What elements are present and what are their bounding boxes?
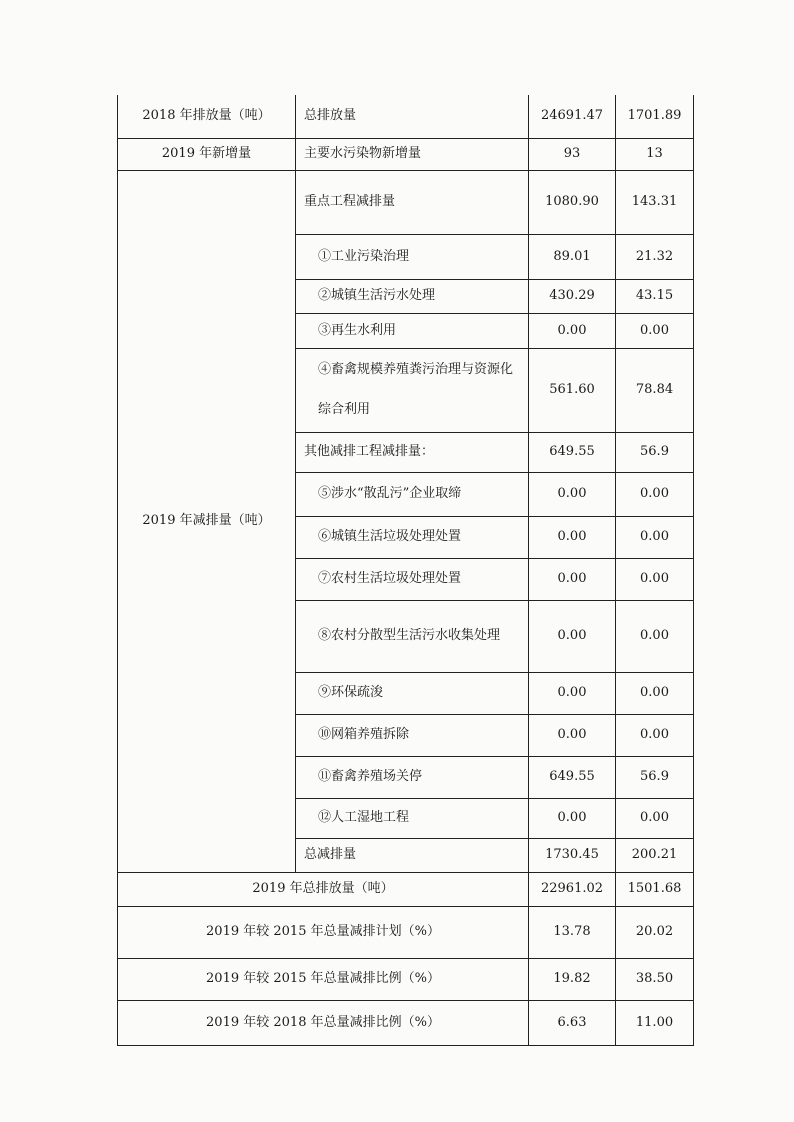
row-item: ④畜禽规模养殖粪污治理与资源化综合利用: [296, 348, 529, 432]
row-label: 2018 年排放量（吨）: [118, 95, 296, 138]
row-item: ③再生水利用: [296, 313, 529, 348]
value-nh3n: 11.00: [616, 1000, 694, 1045]
value-nh3n: 0.00: [616, 472, 694, 516]
value-nh3n: 1701.89: [616, 95, 694, 138]
value-nh3n: 0.00: [616, 600, 694, 672]
reduction-group-label: 2019 年减排量（吨）: [118, 170, 296, 872]
row-item: ⑪畜禽养殖场关停: [296, 756, 529, 798]
value-nh3n: 0.00: [616, 714, 694, 756]
value-cod: 0.00: [529, 313, 616, 348]
value-cod: 561.60: [529, 348, 616, 432]
value-nh3n: 0.00: [616, 516, 694, 558]
value-cod: 89.01: [529, 234, 616, 279]
value-nh3n: 38.50: [616, 958, 694, 1000]
value-nh3n: 78.84: [616, 348, 694, 432]
row-label: 2019 年总排放量（吨）: [118, 872, 529, 906]
value-nh3n: 13: [616, 138, 694, 170]
value-nh3n: 143.31: [616, 170, 694, 234]
value-nh3n: 1501.68: [616, 872, 694, 906]
value-cod: 24691.47: [529, 95, 616, 138]
row-label: 2019 年新增量: [118, 138, 296, 170]
value-cod: 0.00: [529, 672, 616, 714]
row-item: ⑤涉水“散乱污”企业取缔: [296, 472, 529, 516]
table-row-2018-ratio: [118, 1000, 694, 1045]
value-cod: 649.55: [529, 432, 616, 472]
row-item: 总减排量: [296, 838, 529, 872]
row-label: 2019 年较 2018 年总量减排比例（%）: [118, 1000, 529, 1045]
value-cod: 0.00: [529, 600, 616, 672]
value-nh3n: 56.9: [616, 432, 694, 472]
value-nh3n: 0.00: [616, 558, 694, 600]
row-label: 2019 年较 2015 年总量减排计划（%）: [118, 906, 529, 958]
value-nh3n: 0.00: [616, 672, 694, 714]
table-row-2019-total: [118, 872, 694, 906]
row-item: ⑨环保疏浚: [296, 672, 529, 714]
row-item: 重点工程减排量: [296, 170, 529, 234]
table-row-2015-ratio: [118, 958, 694, 1000]
value-cod: 93: [529, 138, 616, 170]
row-item: ⑥城镇生活垃圾处理处置: [296, 516, 529, 558]
table-row: [118, 170, 694, 234]
value-nh3n: 21.32: [616, 234, 694, 279]
value-nh3n: 200.21: [616, 838, 694, 872]
row-item: ⑦农村生活垃圾处理处置: [296, 558, 529, 600]
row-item: ⑧农村分散型生活污水收集处理: [296, 600, 529, 672]
value-cod: 22961.02: [529, 872, 616, 906]
value-nh3n: 43.15: [616, 279, 694, 313]
value-cod: 1730.45: [529, 838, 616, 872]
value-cod: 0.00: [529, 516, 616, 558]
value-cod: 1080.90: [529, 170, 616, 234]
row-item: ⑫人工湿地工程: [296, 798, 529, 838]
value-cod: 0.00: [529, 472, 616, 516]
value-cod: 0.00: [529, 798, 616, 838]
value-nh3n: 56.9: [616, 756, 694, 798]
table-row-plan-ratio: [118, 906, 694, 958]
table-row-2018-emissions: [118, 95, 694, 138]
row-item: 总排放量: [296, 95, 529, 138]
row-item: 其他减排工程减排量：: [296, 432, 529, 472]
row-item: ⑩网箱养殖拆除: [296, 714, 529, 756]
emissions-table: [117, 95, 694, 1046]
value-cod: 649.55: [529, 756, 616, 798]
value-cod: 6.63: [529, 1000, 616, 1045]
row-item: ②城镇生活污水处理: [296, 279, 529, 313]
value-nh3n: 20.02: [616, 906, 694, 958]
value-cod: 430.29: [529, 279, 616, 313]
value-nh3n: 0.00: [616, 798, 694, 838]
value-cod: 0.00: [529, 558, 616, 600]
value-nh3n: 0.00: [616, 313, 694, 348]
value-cod: 0.00: [529, 714, 616, 756]
row-item: ①工业污染治理: [296, 234, 529, 279]
row-item: 主要水污染物新增量: [296, 138, 529, 170]
table-row-2019-new: [118, 138, 694, 170]
value-cod: 19.82: [529, 958, 616, 1000]
row-label: 2019 年较 2015 年总量减排比例（%）: [118, 958, 529, 1000]
value-cod: 13.78: [529, 906, 616, 958]
